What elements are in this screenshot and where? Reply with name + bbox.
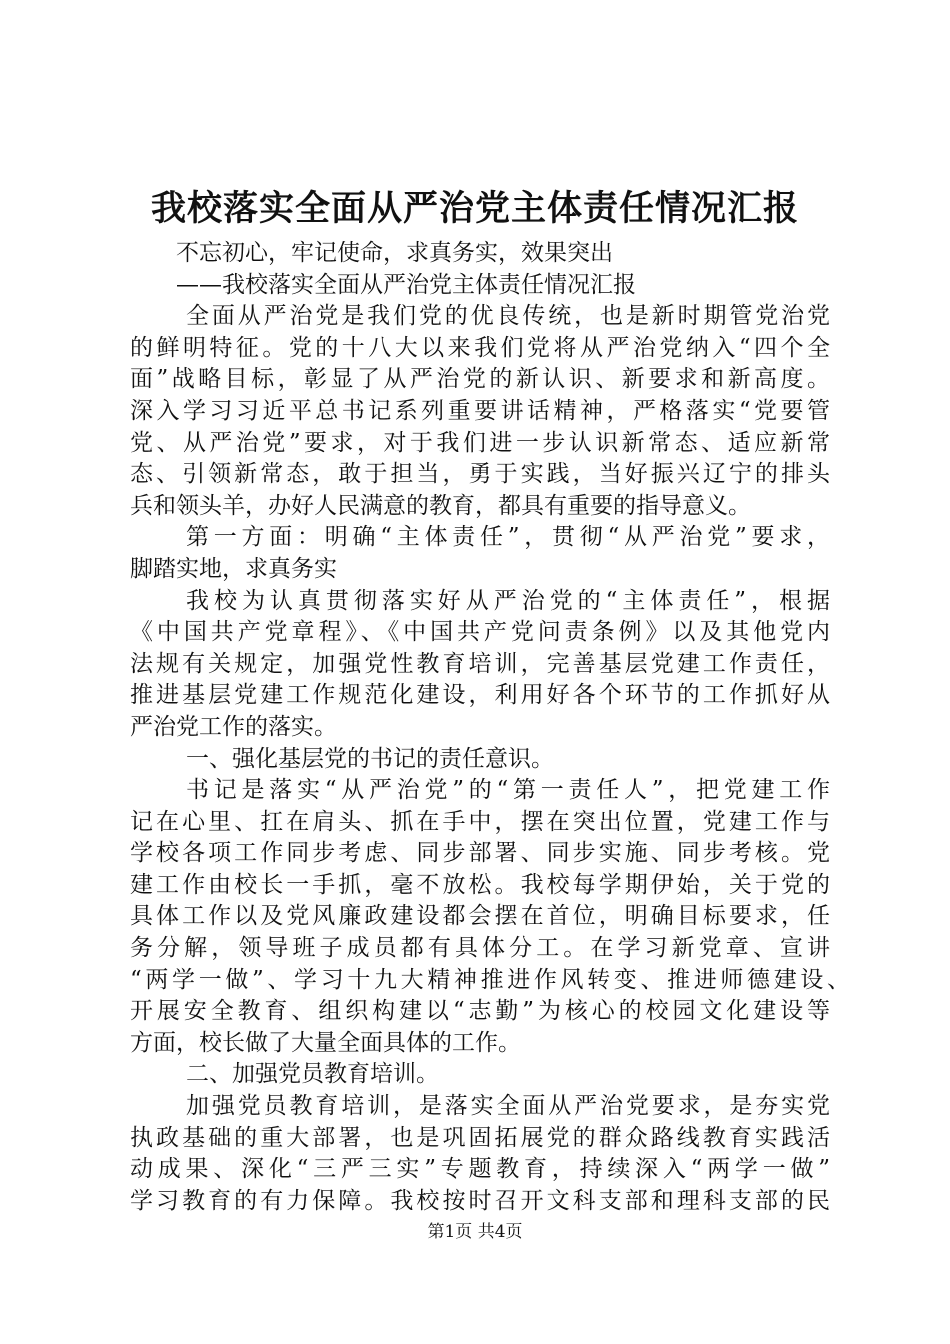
paragraph-line: 全面从严治党是我们党的优良传统，也是新时期管党治党 bbox=[186, 303, 830, 330]
paragraph-line: 务分解，领导班子成员都有具体分工。在学习新党章、宣讲 bbox=[130, 935, 830, 962]
paragraph-line: 书记是落实“从严治党”的“第一责任人”，把党建工作 bbox=[186, 777, 830, 804]
section-heading-line: 第一方面：明确“主体责任”，贯彻“从严治党”要求， bbox=[186, 524, 830, 551]
document-body bbox=[130, 238, 850, 1217]
paragraph-line: 建工作由校长一手抓，毫不放松。我校每学期伊始，关于党的 bbox=[130, 871, 830, 898]
paragraph-line: 方面，校长做了大量全面具体的工作。 bbox=[130, 1029, 521, 1056]
paragraph-line: 党、从严治党”要求，对于我们进一步认识新常态、适应新常 bbox=[130, 429, 830, 456]
paragraph-line: 学习教育的有力保障。我校按时召开文科支部和理科支部的民 bbox=[130, 1187, 830, 1214]
paragraph-line: 执政基础的重大部署，也是巩固拓展党的群众路线教育实践活 bbox=[130, 1124, 830, 1151]
paragraph-line: 我校为认真贯彻落实好从严治党的“主体责任”，根据 bbox=[186, 587, 830, 614]
paragraph-line: 法规有关规定，加强党性教育培训，完善基层党建工作责任， bbox=[130, 650, 830, 677]
paragraph-line: 面”战略目标，彰显了从严治党的新认识、新要求和新高度。 bbox=[130, 366, 830, 393]
paragraph-line: 深入学习习近平总书记系列重要讲话精神，严格落实“党要管 bbox=[130, 397, 830, 424]
paragraph-line: 记在心里、扛在肩头、抓在手中，摆在突出位置，党建工作与 bbox=[130, 808, 830, 835]
paragraph-line: 态、引领新常态，敢于担当，勇于实践，当好振兴辽宁的排头 bbox=[130, 461, 830, 488]
paragraph-line: 《中国共产党章程》、《中国共产党问责条例》以及其他党内 bbox=[130, 619, 830, 646]
subtitle-line: 不忘初心，牢记使命，求真务实，效果突出 bbox=[176, 240, 613, 266]
paragraph-line: 推进基层党建工作规范化建设，利用好各个环节的工作抓好从 bbox=[130, 682, 830, 709]
paragraph-line: 加强党员教育培训，是落实全面从严治党要求，是夯实党 bbox=[186, 1093, 830, 1120]
paragraph-line: 的鲜明特征。党的十八大以来我们党将从严治党纳入“四个全 bbox=[130, 334, 830, 361]
paragraph-line: 开展安全教育、组织构建以“志勤”为核心的校园文化建设等 bbox=[130, 998, 830, 1025]
document-title: 我校落实全面从严治党主体责任情况汇报 bbox=[150, 188, 799, 229]
subtitle-line: ——我校落实全面从严治党主体责任情况汇报 bbox=[176, 271, 636, 298]
page-number-footer: 第1页 共4页 bbox=[427, 1222, 523, 1242]
subheading-line: 一、强化基层党的书记的责任意识。 bbox=[186, 745, 554, 772]
paragraph-line: “两学一做”、学习十九大精神推进作风转变、推进师德建设、 bbox=[130, 966, 850, 993]
subheading-line: 二、加强党员教育培训。 bbox=[186, 1061, 439, 1088]
paragraph-line: 具体工作以及党风廉政建设都会摆在首位，明确目标要求，任 bbox=[130, 903, 830, 930]
paragraph-line: 学校各项工作同步考虑、同步部署、同步实施、同步考核。党 bbox=[130, 840, 830, 867]
paragraph-line: 严治党工作的落实。 bbox=[130, 713, 337, 740]
paragraph-line: 动成果、深化“三严三实”专题教育，持续深入“两学一做” bbox=[130, 1156, 830, 1183]
section-heading-line: 脚踏实地，求真务实 bbox=[130, 555, 337, 582]
paragraph-line: 兵和领头羊，办好人民满意的教育，都具有重要的指导意义。 bbox=[130, 492, 751, 519]
